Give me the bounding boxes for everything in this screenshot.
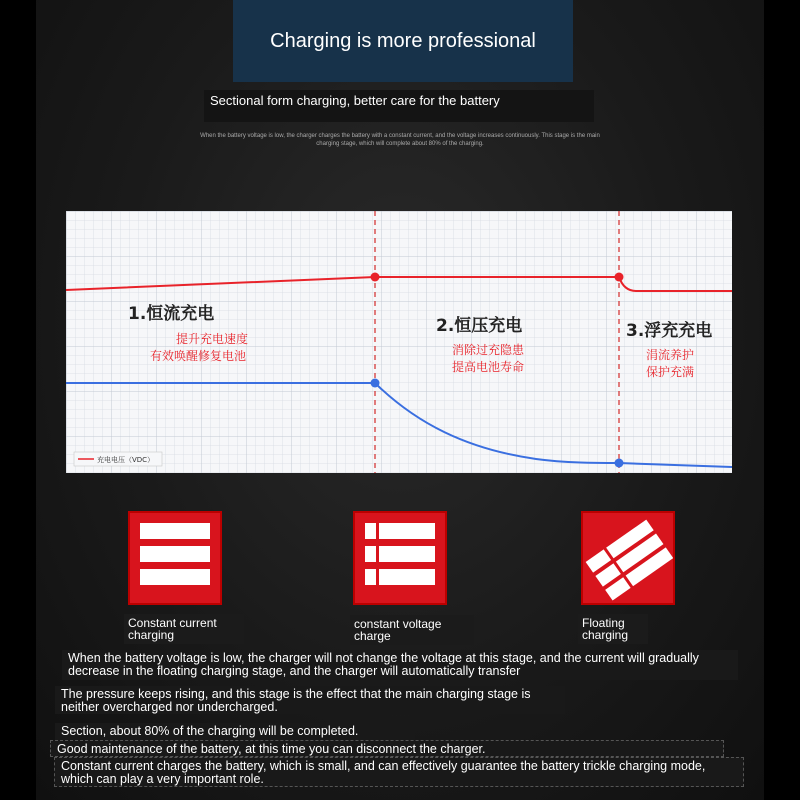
page-title: Charging is more professional xyxy=(270,29,536,52)
stage1-title: 1.恒流充电 xyxy=(128,304,215,324)
stage2-line1: 消除过充隐患 xyxy=(452,343,525,357)
stage3-line1: 涓流养护 xyxy=(646,348,695,362)
current-point-2 xyxy=(615,459,624,468)
icon-label-constant-voltage: constant voltage charge xyxy=(350,615,474,645)
description-1: When the battery voltage is low, the charger will not change the voltage at this stage, and the current will gradually decrease in the floating charging stage, and the charger will automatically transfer xyxy=(62,650,738,680)
constant-current-icon xyxy=(130,513,220,603)
current-point-1 xyxy=(371,379,380,388)
chart-grid xyxy=(66,211,732,473)
description-4: Good maintenance of the battery, at this time you can disconnect the charger. xyxy=(50,740,724,757)
stage3-title: 3.浮充充电 xyxy=(626,321,713,341)
stage2-title: 2.恒压充电 xyxy=(436,316,523,336)
voltage-point-1 xyxy=(371,273,380,282)
title-banner xyxy=(233,0,573,82)
stage1-line2: 有效唤醒修复电池 xyxy=(150,349,247,363)
description-5: Constant current charges the battery, which is small, and can effectively guarantee the battery trickle charging mode, which can play a very important role. xyxy=(54,757,744,787)
icon-label-floating: Floating charging xyxy=(578,614,648,644)
charging-curve-chart xyxy=(66,211,732,473)
chart-svg xyxy=(66,211,732,473)
legend-label: 充电电压（VDC） xyxy=(97,456,155,464)
description-2: The pressure keeps rising, and this stage is the effect that the main charging stage is neither overcharged nor undercharged. xyxy=(55,686,565,714)
subtitle: Sectional form charging, better care for the battery xyxy=(204,90,594,122)
stage2-line2: 提高电池寿命 xyxy=(452,360,525,374)
stage3-line2: 保护充满 xyxy=(646,365,695,379)
constant-voltage-icon xyxy=(355,513,445,603)
fine-print-note: When the battery voltage is low, the charger charges the battery with a constant current, and the voltage increases continuously. This stage is the main charging stage, which will complete about 80% of the charging. xyxy=(200,133,600,147)
icon-label-constant-current: Constant current charging xyxy=(124,614,244,644)
floating-charging-icon xyxy=(583,513,673,603)
stage1-line1: 提升充电速度 xyxy=(176,332,249,346)
description-3: Section, about 80% of the charging will be completed. xyxy=(55,723,415,740)
voltage-point-2 xyxy=(615,273,624,282)
